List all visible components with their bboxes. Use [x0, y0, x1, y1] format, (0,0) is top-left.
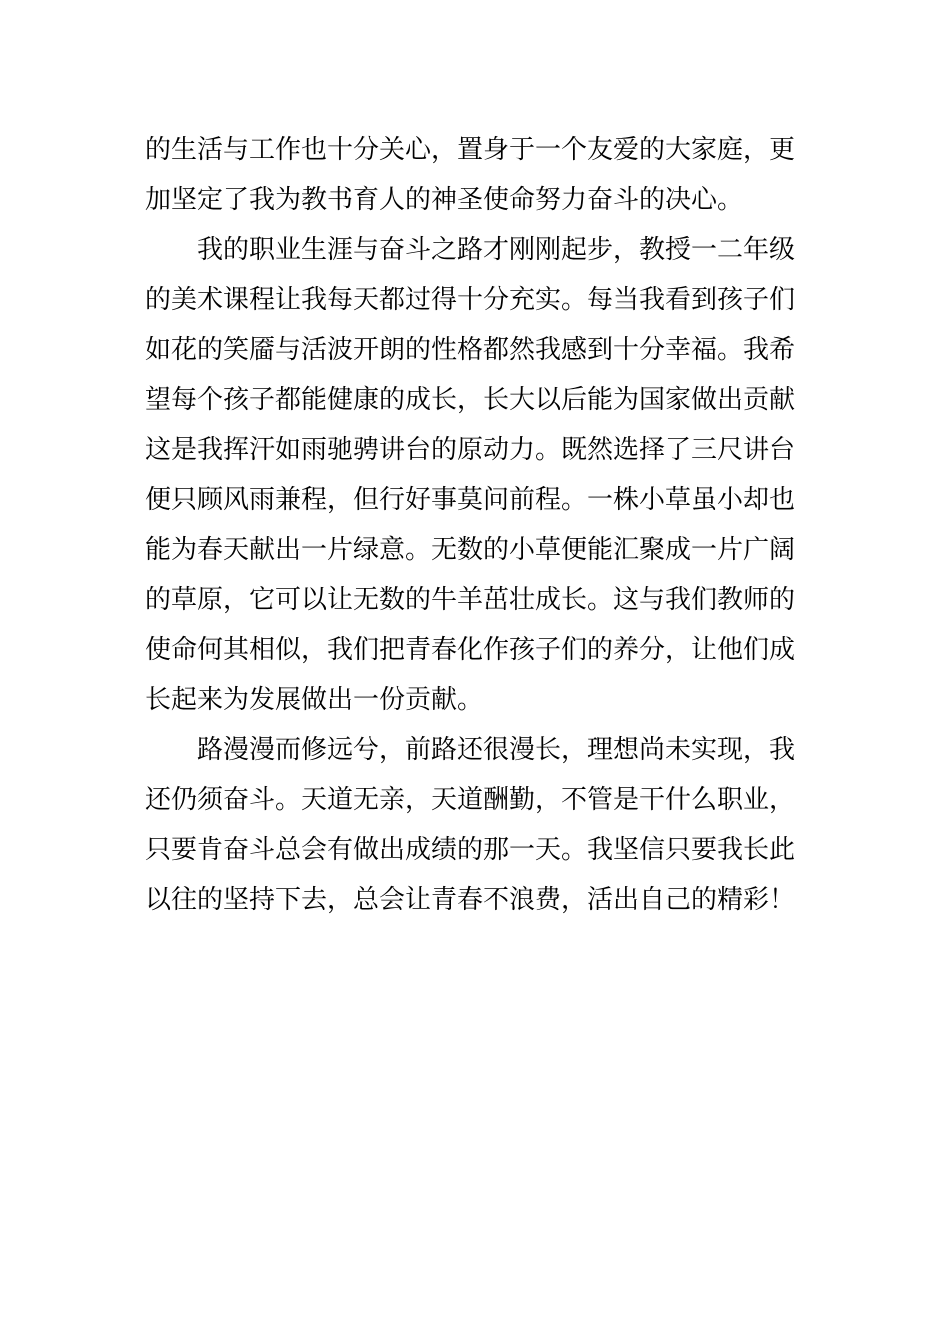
text-line: 长起来为发展做出一份贡献。	[145, 685, 484, 715]
text-line: 便只顾风雨兼程，但行好事莫问前程。一株小草虽小却也	[145, 485, 796, 515]
text-line: 的草原，它可以让无数的牛羊茁壮成长。这与我们教师的	[145, 585, 796, 615]
paragraph-start-line: 我的职业生涯与奋斗之路才刚刚起步，教授一二年级	[197, 235, 796, 265]
text-line: 这是我挥汗如雨驰骋讲台的原动力。既然选择了三尺讲台	[145, 435, 796, 465]
text-line: 只要肯奋斗总会有做出成绩的那一天。我坚信只要我长此	[145, 835, 796, 865]
text-line: 还仍须奋斗。天道无亲，天道酬勤，不管是干什么职业，	[145, 785, 796, 815]
document-body-text	[145, 125, 815, 925]
text-line: 加坚定了我为教书育人的神圣使命努力奋斗的决心。	[145, 185, 744, 215]
text-line: 以往的坚持下去，总会让青春不浪费，活出自己的精彩！	[145, 885, 796, 915]
text-line: 望每个孩子都能健康的成长，长大以后能为国家做出贡献	[145, 385, 796, 415]
text-line: 能为春天献出一片绿意。无数的小草便能汇聚成一片广阔	[145, 535, 796, 565]
text-line: 的美术课程让我每天都过得十分充实。每当我看到孩子们	[145, 285, 796, 315]
text-line: 使命何其相似，我们把青春化作孩子们的养分，让他们成	[145, 635, 796, 665]
text-line: 如花的笑靥与活波开朗的性格都然我感到十分幸福。我希	[145, 335, 796, 365]
text-line: 的生活与工作也十分关心，置身于一个友爱的大家庭，更	[145, 135, 796, 165]
paragraph-start-line: 路漫漫而修远兮，前路还很漫长，理想尚未实现，我	[197, 735, 796, 765]
